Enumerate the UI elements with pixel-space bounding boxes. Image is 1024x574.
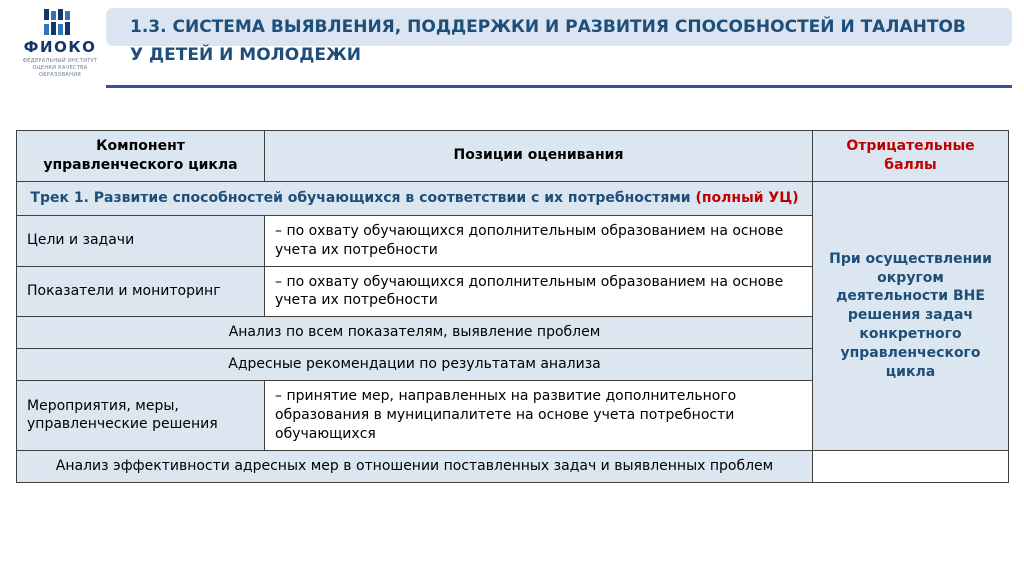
component-cell-measures: Мероприятия, меры, управленческие решения <box>17 381 265 451</box>
page-title <box>130 13 1010 69</box>
analysis-row-cell: Анализ по всем показателям, выявление проблем <box>17 317 813 349</box>
header-underline <box>106 85 1012 88</box>
fioko-logo <box>16 8 104 79</box>
bars-logo-icon <box>37 8 83 36</box>
column-header-negative: Отрицательные баллы <box>813 131 1009 182</box>
position-cell-goals: – по охвату обучающихся дополнительным образованием на основе учета их потребности <box>265 215 813 266</box>
track-title: Трек 1. Развитие способностей обучающихся в соответствии с их потребностями <box>30 189 691 206</box>
table-header-row <box>17 131 1009 182</box>
negative-note-cell: При осуществлении округом деятельности ВНЕ решения задач конкретного управленческого цикла <box>813 181 1009 450</box>
negative-empty-cell <box>813 450 1009 482</box>
logo-subtitle: ФЕДЕРАЛЬНЫЙ ИНСТИТУТ ОЦЕНКИ КАЧЕСТВА ОБРАЗОВАНИЯ <box>22 58 98 78</box>
track-row <box>17 181 1009 215</box>
column-header-positions: Позиции оценивания <box>265 131 813 182</box>
component-cell-goals: Цели и задачи <box>17 215 265 266</box>
column-header-component: Компонент управленческого цикла <box>17 131 265 182</box>
logo-name: ФИОКО <box>23 38 97 56</box>
position-cell-monitoring: – по охвату обучающихся дополнительным образованием на основе учета их потребности <box>265 266 813 317</box>
page-title-line1: 1.3. СИСТЕМА ВЫЯВЛЕНИЯ, ПОДДЕРЖКИ И РАЗВИТИЯ СПОСОБНОСТЕЙ И ТАЛАНТОВ <box>130 17 966 37</box>
page-title-line2: У ДЕТЕЙ И МОЛОДЕЖИ <box>130 45 362 65</box>
evaluation-table <box>16 130 1009 483</box>
component-cell-monitoring: Показатели и мониторинг <box>17 266 265 317</box>
track-title-highlight: (полный УЦ) <box>695 189 799 206</box>
recommendations-row-cell: Адресные рекомендации по результатам анализа <box>17 349 813 381</box>
effectiveness-row-cell: Анализ эффективности адресных мер в отношении поставленных задач и выявленных проблем <box>17 450 813 482</box>
table-row <box>17 450 1009 482</box>
track-title-cell <box>17 181 813 215</box>
position-cell-measures: – принятие мер, направленных на развитие дополнительного образования в муниципалитете на основе учета потребности обучающихся <box>265 381 813 451</box>
